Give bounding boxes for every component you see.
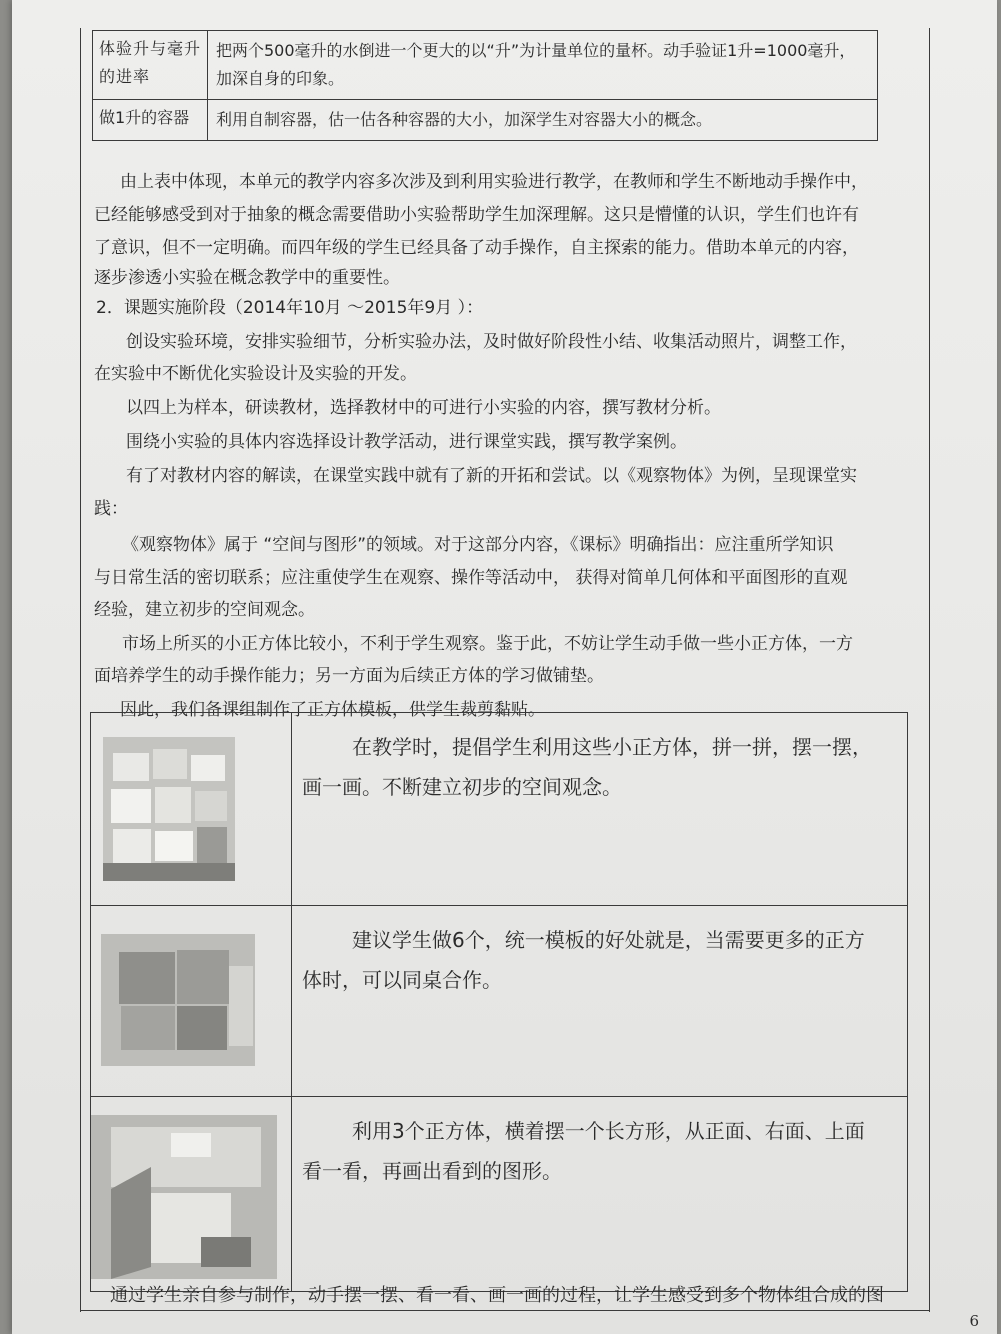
paragraph-line: 已经能够感受到对于抽象的概念需要借助小实验帮助学生加深理解。这只是懵懂的认识，学生们也许有 xyxy=(94,205,859,225)
paragraph-line: 逐步渗透小实验在概念教学中的重要性。 xyxy=(94,268,400,288)
table-key: 做1升的容器 xyxy=(93,100,208,141)
caption-line: 体时，可以同桌合作。 xyxy=(302,968,502,992)
paragraph-line: 与日常生活的密切联系；应注重使学生在观察、操作等活动中， 获得对简单几何体和平面图形的直观 xyxy=(94,568,848,588)
experiment-table xyxy=(92,30,878,141)
section-heading: 2．课题实施阶段（2014年10月 ～2015年9月 ）： xyxy=(96,298,484,318)
table-row xyxy=(93,100,878,141)
cubes-photo xyxy=(91,713,291,901)
paragraph-line: 有了对教材内容的解读，在课堂实践中就有了新的开拓和尝试。以《观察物体》为例，呈现课堂实 xyxy=(126,466,857,486)
photo-cell xyxy=(91,1097,292,1292)
caption-line: 利用3个正方体，横着摆一个长方形，从正面、右面、上面 xyxy=(352,1119,865,1143)
photo-caption xyxy=(292,1097,908,1292)
paragraph-line: 《观察物体》属于 “空间与图形”的领域。对于这部分内容，《课标》明确指出：应注重所学知识 xyxy=(122,535,834,555)
table-row xyxy=(93,31,878,100)
paragraph-line: 面培养学生的动手操作能力；另一方面为后续正方体的学习做铺垫。 xyxy=(94,666,604,686)
table-row xyxy=(91,1097,908,1292)
paragraph-line: 因此，我们备课组制作了正方体模板，供学生裁剪黏贴。 xyxy=(120,700,545,720)
caption-line: 建议学生做6个，统一模板的好处就是，当需要更多的正方 xyxy=(352,928,865,952)
table-value: 利用自制容器，估一估各种容器的大小，加深学生对容器大小的概念。 xyxy=(208,100,878,141)
photo-cell xyxy=(91,906,292,1097)
table-row xyxy=(91,906,908,1097)
paragraph-line: 践： xyxy=(94,499,128,519)
paragraph-line: 创设实验环境，安排实验细节，分析实验办法，及时做好阶段性小结、收集活动照片，调整工作， xyxy=(126,332,857,352)
paragraph-line: 以四上为样本，研读教材，选择教材中的可进行小实验的内容，撰写教材分析。 xyxy=(126,398,721,418)
photo-cell xyxy=(91,713,292,906)
photo-table xyxy=(90,712,908,1292)
paragraph-line: 在实验中不断优化实验设计及实验的开发。 xyxy=(94,364,417,384)
paragraph-line: 由上表中体现，本单元的教学内容多次涉及到利用实验进行教学，在教师和学生不断地动手操作中， xyxy=(120,172,868,192)
paragraph-line: 了意识，但不一定明确。而四年级的学生已经具备了动手操作，自主探索的能力。借助本单元的内容， xyxy=(94,238,859,258)
table-value: 把两个500毫升的水倒进一个更大的以“升”为计量单位的量杯。动手验证1升=1000毫升，加深自身的印象。 xyxy=(208,31,878,100)
paragraph-line: 围绕小实验的具体内容选择设计教学活动，进行课堂实践，撰写教学案例。 xyxy=(126,432,687,452)
table-row xyxy=(91,713,908,906)
caption-line: 在教学时，提倡学生利用这些小正方体，拼一拼，摆一摆， xyxy=(352,735,872,759)
drawing-photo xyxy=(91,1097,291,1287)
caption-line: 画一画。不断建立初步的空间观念。 xyxy=(302,775,622,799)
paragraph-line: 经验，建立初步的空间观念。 xyxy=(94,600,315,620)
cube-model-photo xyxy=(91,906,291,1092)
paragraph-line: 通过学生亲自参与制作，动手摆一摆、看一看、画一画的过程，让学生感受到多个物体组合成的图 xyxy=(110,1285,884,1306)
page-number: 6 xyxy=(969,1312,979,1330)
caption-line: 看一看，再画出看到的图形。 xyxy=(302,1159,562,1183)
photo-caption xyxy=(292,713,908,906)
page-frame-bottom xyxy=(80,1310,930,1311)
table-key: 体验升与毫升的进率 xyxy=(93,31,208,100)
paragraph-line: 市场上所买的小正方体比较小，不利于学生观察。鉴于此，不妨让学生动手做一些小正方体，一方 xyxy=(122,634,853,654)
photo-caption xyxy=(292,906,908,1097)
